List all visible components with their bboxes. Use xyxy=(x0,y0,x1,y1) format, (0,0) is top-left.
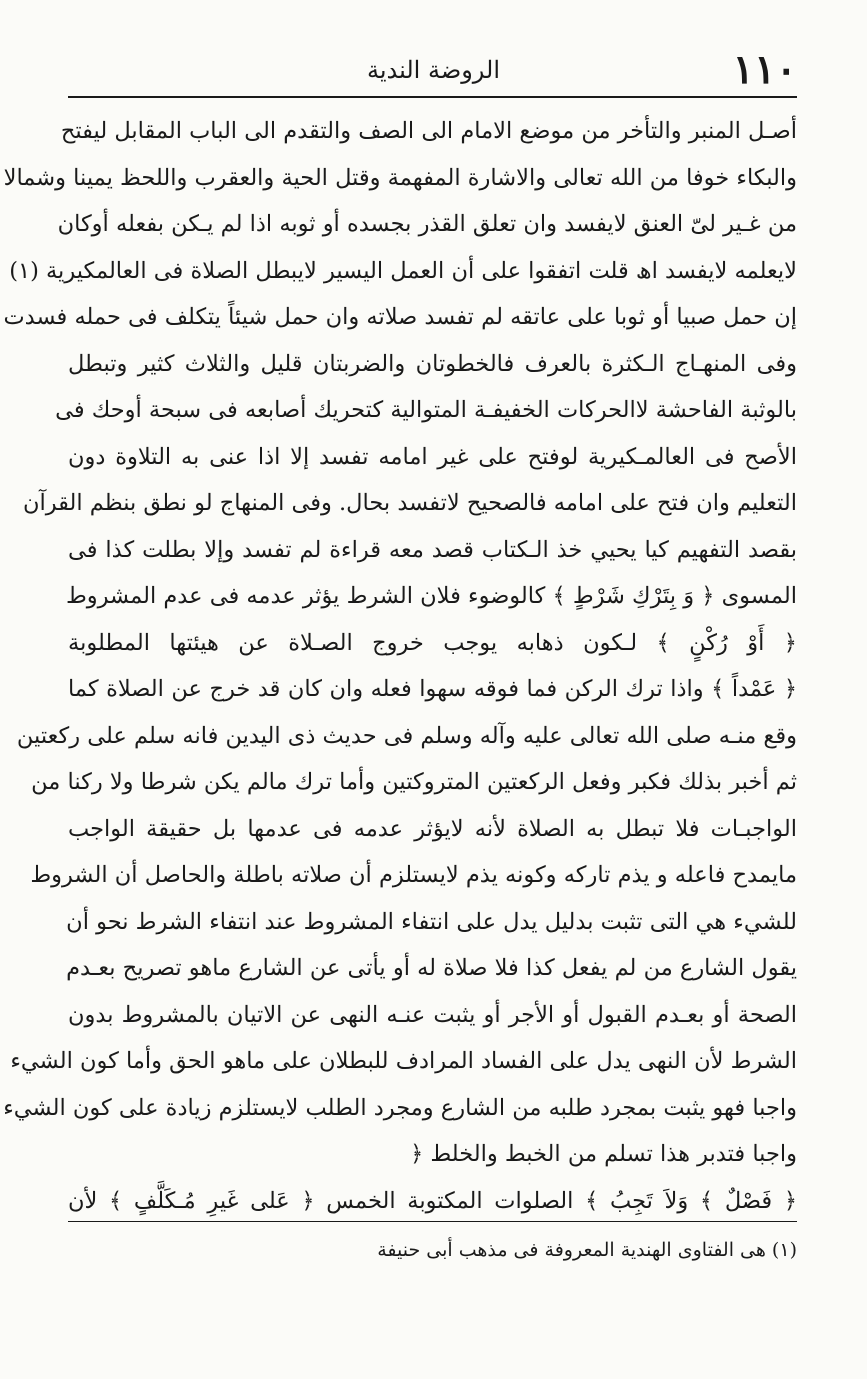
text-line: يقول الشارع من لم يفعل كذا فلا صلاة له أو يأتى عن الشارع ماهو تصريح بعـدم xyxy=(66,955,797,981)
text-line: المسوى ﴿ وَ بِتَرْكِ شَرْطٍ ﴾ كالوضوء فلان الشرط يؤثر عدمه فى عدم المشروط xyxy=(65,583,797,609)
text-line: الشرط لأن النهى يدل على الفساد المرادف للبطلان على ماهو الحق وأما كون الشيء xyxy=(10,1048,797,1074)
text-line: مايمدح فاعله و يذم تاركه وكونه يذم لايستلزم أن صلاته باطلة والحاصل أن الشروط xyxy=(30,862,797,888)
text-line: الأصح فى العالمـكيرية لوفتح على غير امامه تفسد إلا اذا عنى به التلاوة دون xyxy=(68,443,797,470)
text-line: وفى المنهـاج الـكثرة بالعرف فالخطوتان والضربتان قليل والثلاث كثير وتبطل xyxy=(68,350,797,377)
header-rule xyxy=(68,96,797,98)
page-header xyxy=(70,44,797,94)
text-line: وقع منـه صلى الله تعالى عليه وآله وسلم فى حديث ذى اليدين فانه سلم على ركعتين xyxy=(16,722,797,749)
text-line: واجبا فهو يثبت بمجرد طلبه من الشارع ومجرد الطلب لايستلزم زيادة على كون الشيء xyxy=(3,1094,797,1121)
text-line: الصحة أو بعـدم القبول أو الأجر أو يثبت عنـه النهى عن الاتيان بالمشروط بدون xyxy=(68,1001,797,1028)
text-line: بالوثبة الفاحشة لاالحركات الخفيفـة المتوالية كتحريك أصابعه فى سبحة أوحك فى xyxy=(55,397,797,423)
text-line: أصـل المنبر والتأخر من موضع الامام الى الصف والتقدم الى الباب المقابل ليفتح xyxy=(60,118,797,144)
text-line: والبكاء خوفا من الله تعالى والاشارة المفهمة وقتل الحية والعقرب واللحظ يمينا وشمالا xyxy=(3,164,797,191)
text-line: ﴿ أَوْ رُكْنٍ ﴾ لـكون ذهابه يوجب خروج الصـلاة عن هيئتها المطلوبة xyxy=(68,629,797,656)
footnote-rule xyxy=(68,1221,797,1222)
text-line: واجبا فتدبر هذا تسلم من الخبط والخلط ﴿ xyxy=(410,1141,797,1167)
running-title: الروضة الندية xyxy=(366,56,501,84)
text-line: ﴿ عَمْداً ﴾ واذا ترك الركن فما فوقه سهوا فعله وان كان قد خرج عن الصلاة كما xyxy=(68,676,797,702)
text-line: ثم أخبر بذلك فكبر وفعل الركعتين المتروكتين وأما ترك مالم يكن شرطا ولا ركنا من xyxy=(31,769,797,795)
section-heading-line: ﴿ فَصْلٌ ﴾ وَلاَ تَجِبُ ﴾ الصلوات المكتوبة الخمس ﴿ عَلى غَيرِ مُـكَلَّفٍ ﴾ لأن xyxy=(68,1187,797,1214)
text-line: لايعلمه لايفسد اھ قلت اتفقوا على أن العمل اليسير لايبطل الصلاة فى العالمكيرية (١) xyxy=(9,257,797,284)
body-text xyxy=(3,108,797,1224)
footnote: (١) هى الفتاوى الهندية المعروفة فى مذهب أبى حنيفة xyxy=(377,1239,797,1261)
page-number: ١١٠ xyxy=(732,46,797,93)
text-line: الواجبـات فلا تبطل به الصلاة لأنه لايؤثر عدمه فى عدمها بل حقيقة الواجب xyxy=(68,815,797,842)
text-line: التعليم وان فتح على امامه فالصحيح لاتفسد بحال. وفى المنهاج لو نطق بنظم القرآن xyxy=(22,490,797,516)
text-line: إن حمل صبيا أو ثوبا على عاتقه لم تفسد صلاته وان حمل شيئاً يتكلف فى حمله فسدت xyxy=(3,304,797,330)
text-line: من غـير لىّ العنق لايفسد وان تعلق القذر بجسده أو ثوبه اذا لم يـكن بفعله أوكان xyxy=(57,211,797,237)
text-line: للشيء هي التى تثبت بدليل يدل على انتفاء المشروط عند انتفاء الشرط نحو أن xyxy=(66,908,797,935)
text-line: بقصد التفهيم كيا يحيي خذ الـكتاب قصد معه قراءة لم تفسد وإلا بطلت كذا فى xyxy=(68,536,797,563)
